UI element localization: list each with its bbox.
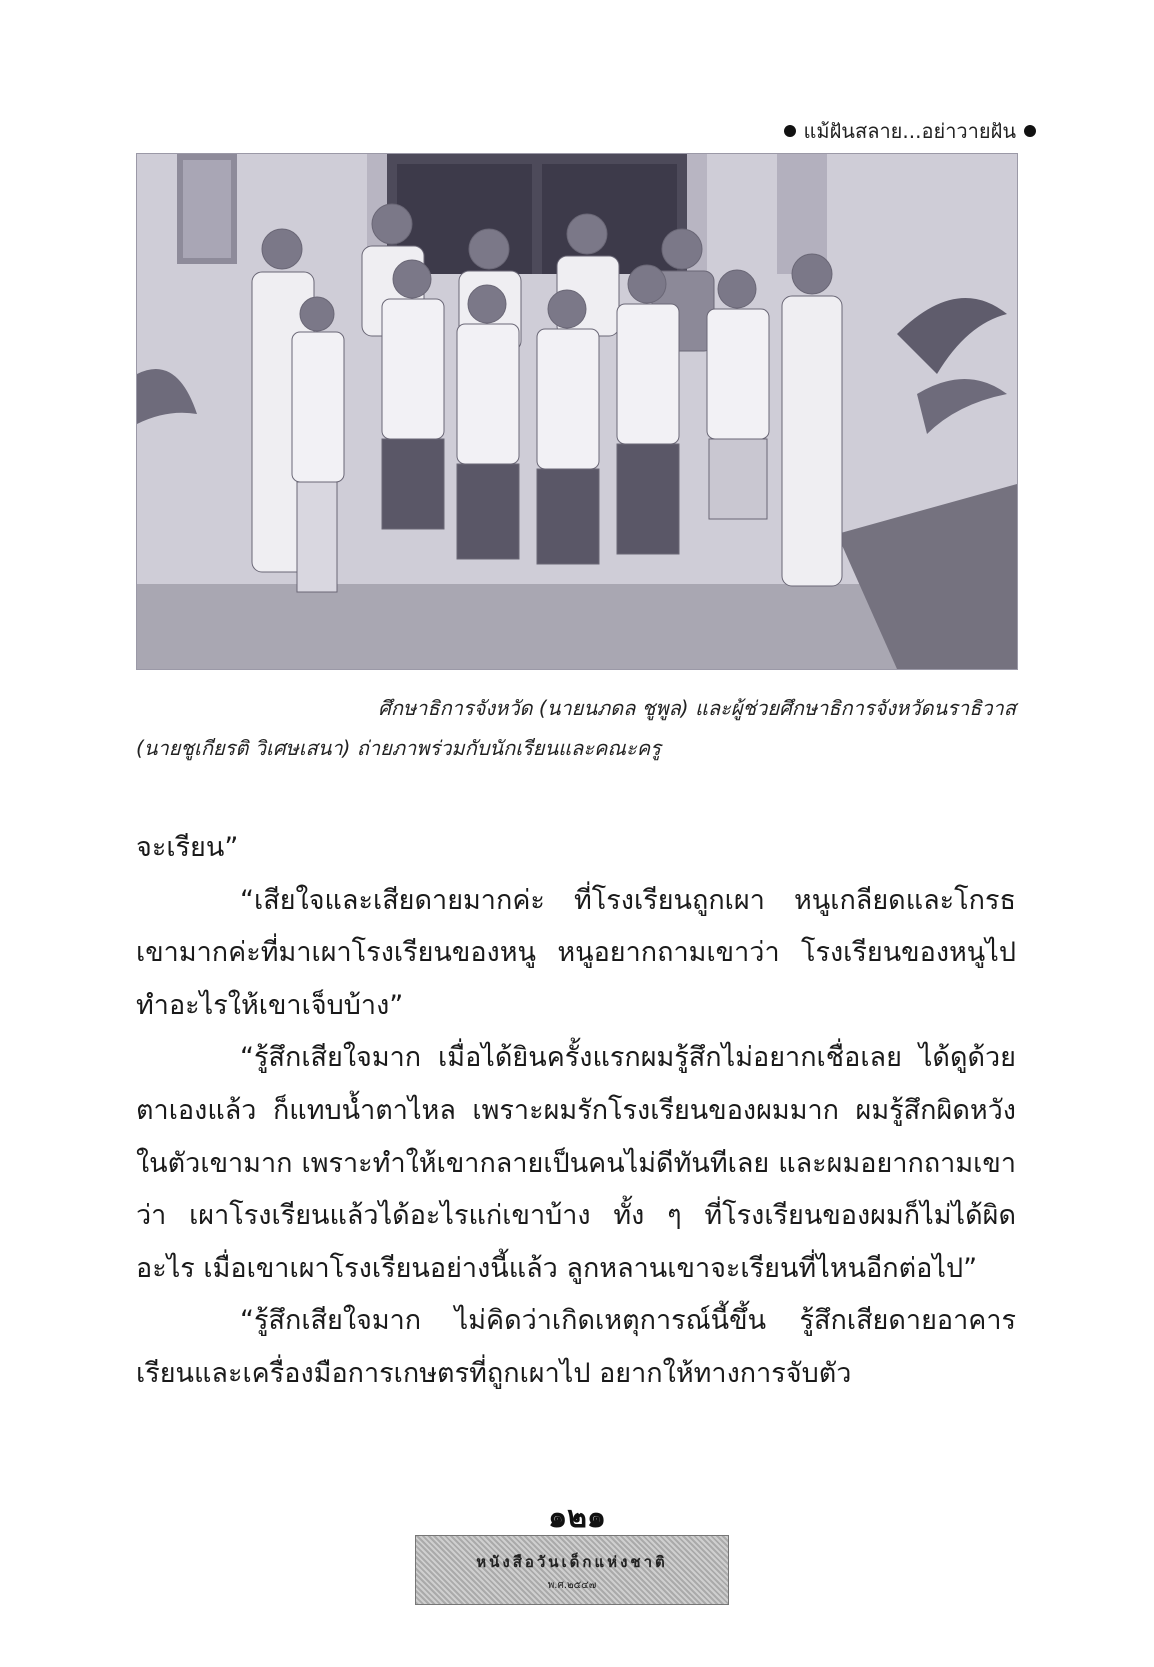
page-number: ๑๒๑ [548,1500,606,1535]
group-photo [136,153,1018,670]
caption-line-1: ศึกษาธิการจังหวัด (นายนภดล ชูพูล) และผู้ช่วยศึกษาธิการจังหวัดนราธิวาส [378,696,1016,720]
paragraph: “รู้สึกเสียใจมาก ไม่คิดว่าเกิดเหตุการณ์นี้ขึ้น รู้สึกเสียดายอาคารเรียนและเครื่องมือการเกษตรที่ถูกเผาไป อยากให้ทางการจับตัว [136,1305,1016,1389]
paragraph: “รู้สึกเสียใจมาก เมื่อได้ยินครั้งแรกผมรู้สึกไม่อยากเชื่อเลย ได้ดูด้วยตาเองแล้ว ก็แทบน้ำตาไหล เพราะผมรักโรงเรียนของผมมาก ผมรู้สึกผิดหวังในตัวเขามาก เพราะทำให้เขากลายเป็นคนไม่ดีทันทีเลย และผมอยากถามเขาว่า เผาโรงเรียนแล้วได้อะไรแก่เขาบ้าง ทั้ง ๆ ที่โรงเรียนของผมก็ไม่ได้ผิดอะไร เมื่อเขาเผาโรงเรียนอย่างนี้แล้ว ลูกหลานเขาจะเรียนที่ไหนอีกต่อไป” [136,1042,1016,1284]
footer-banner [415,1535,729,1605]
running-title: แม้ฝันสลาย...อย่าวายฝัน [803,119,1016,143]
footer-banner-subtitle: พ.ศ.๒๕๔๗ [547,1580,597,1591]
body-text [136,822,1016,1401]
group-photo-illustration [137,154,1017,669]
bullet-right-icon [1024,125,1036,137]
caption-line-2: (นายชูเกียรติ วิเศษเสนา) ถ่ายภาพร่วมกับนักเรียนและคณะครู [136,736,661,760]
photo-caption [136,688,1016,768]
paragraph: “เสียใจและเสียดายมากค่ะ ที่โรงเรียนถูกเผา หนูเกลียดและโกรธเขามากค่ะที่มาเผาโรงเรียนของหนู หนูอยากถามเขาว่า โรงเรียนของหนูไปทำอะไรให้เขาเจ็บบ้าง” [136,884,1016,1021]
running-header [784,115,1036,147]
footer-banner-title: หนังสือวันเด็กแห่งชาติ [476,1553,668,1571]
paragraph: จะเรียน” [136,832,239,863]
bullet-left-icon [784,125,796,137]
